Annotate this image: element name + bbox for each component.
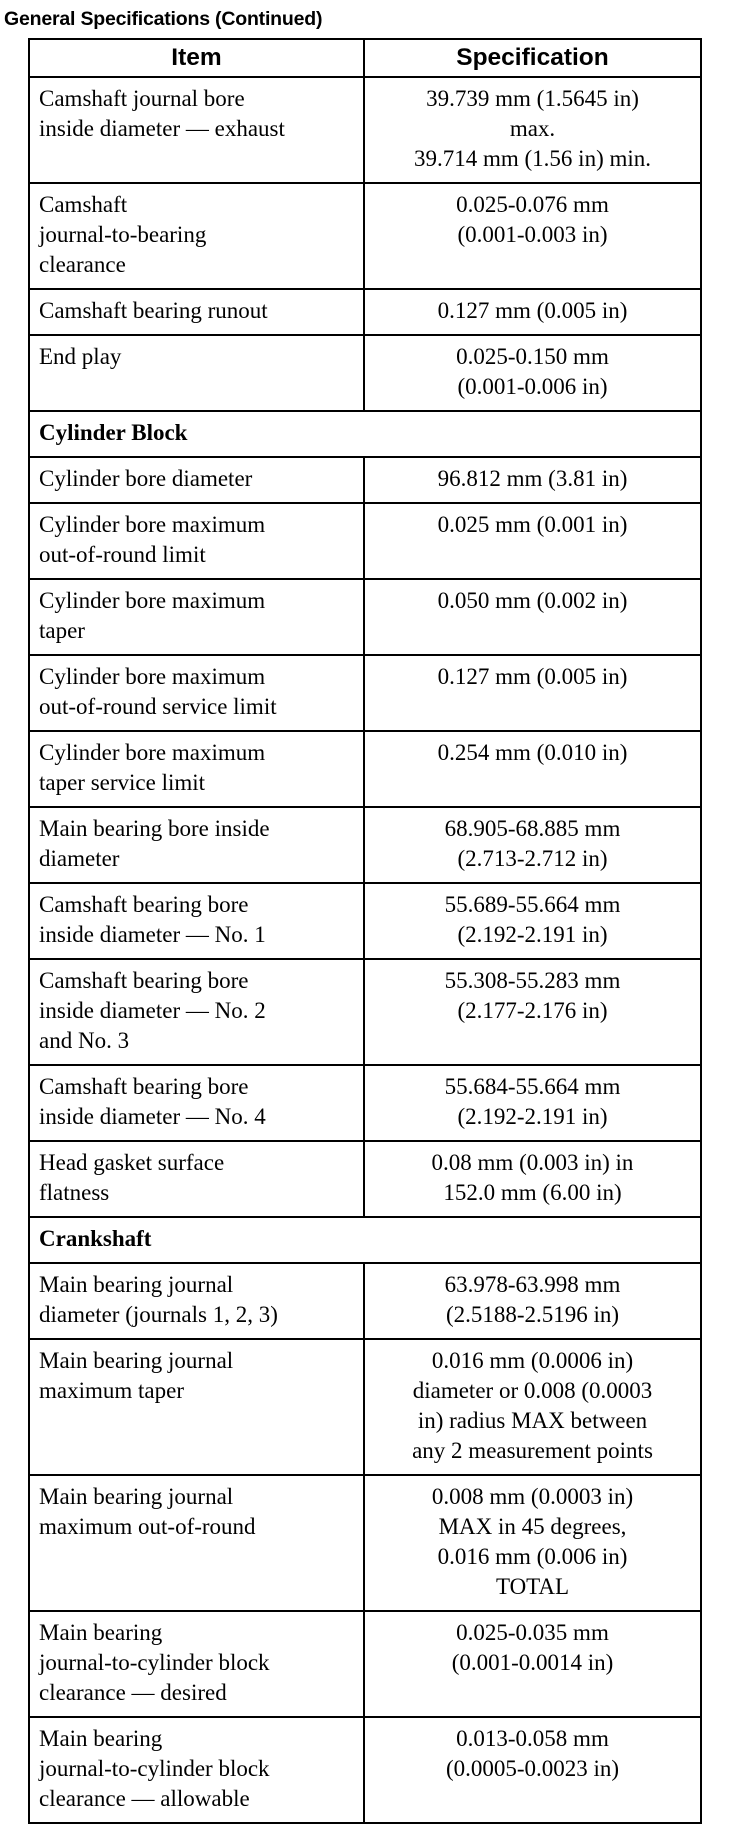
specification-text-line: 0.008 mm (0.0003 in) [431, 1484, 634, 1509]
item-cell [29, 1263, 364, 1339]
table-row [29, 1141, 701, 1217]
section-heading: Cylinder Block [29, 411, 701, 457]
specification-text-line: 68.905-68.885 mm [444, 816, 621, 841]
item-text-line: clearance — desired [39, 1680, 227, 1705]
item-cell [29, 731, 364, 807]
item-text-line: diameter [39, 846, 120, 871]
specification-text-line: 0.025-0.035 mm [456, 1620, 609, 1645]
item-cell [29, 1339, 364, 1475]
item-text-line: Main bearing journal [39, 1348, 234, 1373]
specification-cell [364, 1065, 701, 1141]
specification-cell [364, 183, 701, 289]
item-text-line: Cylinder bore maximum [39, 740, 266, 765]
specification-text-line: 0.013-0.058 mm [456, 1726, 609, 1751]
specification-text-line: 55.684-55.664 mm [444, 1074, 621, 1099]
item-column-header: Item [29, 39, 364, 77]
specification-text-line: (2.713-2.712 in) [457, 846, 608, 871]
item-cell [29, 579, 364, 655]
item-text-line: inside diameter — exhaust [39, 116, 285, 141]
item-text-line: diameter (journals 1, 2, 3) [39, 1302, 278, 1327]
item-cell [29, 655, 364, 731]
item-cell [29, 77, 364, 183]
item-cell [29, 457, 364, 503]
specification-text-line: 55.689-55.664 mm [444, 892, 621, 917]
specification-cell [364, 1611, 701, 1717]
specification-text-line: 96.812 mm (3.81 in) [437, 466, 628, 491]
item-text-line: maximum out-of-round [39, 1514, 256, 1539]
item-text-line: Camshaft bearing bore [39, 892, 249, 917]
specification-cell [364, 77, 701, 183]
specification-text-line: 0.050 mm (0.002 in) [437, 588, 628, 613]
specification-cell [364, 1475, 701, 1611]
item-text-line: Camshaft [39, 192, 128, 217]
table-row [29, 1339, 701, 1475]
item-cell [29, 335, 364, 411]
specification-text-line: 39.739 mm (1.5645 in) [426, 86, 639, 111]
table-row [29, 579, 701, 655]
specification-cell [364, 579, 701, 655]
specification-text-line: in) radius MAX between [417, 1408, 648, 1433]
section-heading: Crankshaft [29, 1217, 701, 1263]
specification-text-line: 55.308-55.283 mm [444, 968, 621, 993]
item-cell [29, 183, 364, 289]
specification-text-line: 0.025-0.076 mm [456, 192, 609, 217]
specification-cell [364, 1339, 701, 1475]
table-row [29, 655, 701, 731]
specification-text-line: any 2 measurement points [412, 1438, 653, 1463]
specification-text-line: (0.001-0.003 in) [457, 222, 608, 247]
item-text-line: Cylinder bore maximum [39, 664, 266, 689]
specification-cell [364, 503, 701, 579]
table-row [29, 77, 701, 183]
specification-text-line: 0.025 mm (0.001 in) [437, 512, 628, 537]
specification-text-line: (2.192-2.191 in) [457, 922, 608, 947]
specification-text-line: (0.0005-0.0023 in) [445, 1756, 620, 1781]
item-text-line: Cylinder bore maximum [39, 512, 266, 537]
specification-text-line: 0.127 mm (0.005 in) [437, 298, 628, 323]
specification-text-line: 0.016 mm (0.006 in) [437, 1544, 628, 1569]
specification-text-line: 0.025-0.150 mm [456, 344, 609, 369]
specification-cell [364, 655, 701, 731]
item-cell [29, 807, 364, 883]
specification-text-line: 152.0 mm (6.00 in) [443, 1180, 622, 1205]
item-text-line: out-of-round limit [39, 542, 206, 567]
specification-cell [364, 457, 701, 503]
item-text-line: maximum taper [39, 1378, 184, 1403]
table-row [29, 883, 701, 959]
table-row [29, 731, 701, 807]
item-text-line: flatness [39, 1180, 110, 1205]
table-caption: General Specifications (Continued) [4, 8, 323, 30]
item-text-line: journal-to-cylinder block [39, 1650, 270, 1675]
table-row [29, 1717, 701, 1823]
specification-cell [364, 1141, 701, 1217]
specification-cell [364, 1263, 701, 1339]
item-text-line: Main bearing journal [39, 1272, 234, 1297]
item-text-line: Camshaft bearing bore [39, 1074, 249, 1099]
table-row [29, 183, 701, 289]
specifications-table [28, 38, 702, 1824]
item-text-line: clearance [39, 252, 126, 277]
item-cell [29, 1717, 364, 1823]
specification-cell [364, 1717, 701, 1823]
item-text-line: taper [39, 618, 85, 643]
specification-text-line: diameter or 0.008 (0.0003 [412, 1378, 653, 1403]
item-text-line: journal-to-bearing [39, 222, 207, 247]
specification-text-line: (0.001-0.006 in) [457, 374, 608, 399]
header-row [29, 39, 701, 77]
specification-text-line: MAX in 45 degrees, [438, 1514, 627, 1539]
table-row [29, 503, 701, 579]
table-row [29, 335, 701, 411]
specification-cell [364, 731, 701, 807]
table-row [29, 1263, 701, 1339]
item-cell [29, 1065, 364, 1141]
item-text-line: Main bearing journal [39, 1484, 234, 1509]
item-text-line: Camshaft bearing bore [39, 968, 249, 993]
item-text-line: inside diameter — No. 4 [39, 1104, 266, 1129]
item-text-line: Main bearing [39, 1726, 163, 1751]
item-cell [29, 959, 364, 1065]
item-cell [29, 289, 364, 335]
item-text-line: Camshaft journal bore [39, 86, 245, 111]
specification-text-line: 0.016 mm (0.0006 in) [431, 1348, 634, 1373]
item-cell [29, 1475, 364, 1611]
item-text-line: and No. 3 [39, 1028, 130, 1053]
table-row [29, 959, 701, 1065]
specification-text-line: (2.177-2.176 in) [457, 998, 608, 1023]
table-row [29, 1475, 701, 1611]
item-cell [29, 503, 364, 579]
specification-text-line: (0.001-0.0014 in) [451, 1650, 614, 1675]
item-text-line: journal-to-cylinder block [39, 1756, 270, 1781]
specification-text-line: TOTAL [495, 1574, 570, 1599]
item-text-line: inside diameter — No. 2 [39, 998, 266, 1023]
specification-text-line: (2.192-2.191 in) [457, 1104, 608, 1129]
item-text-line: taper service limit [39, 770, 206, 795]
item-cell [29, 883, 364, 959]
specification-cell [364, 335, 701, 411]
table-row [29, 1065, 701, 1141]
specification-column-header: Specification [364, 39, 701, 77]
specifications-body [29, 77, 701, 1823]
item-cell [29, 1141, 364, 1217]
specification-cell [364, 289, 701, 335]
item-text-line: Cylinder bore maximum [39, 588, 266, 613]
specification-text-line: 63.978-63.998 mm [444, 1272, 621, 1297]
item-cell [29, 1611, 364, 1717]
item-text-line: End play [39, 344, 122, 369]
specification-text-line: 0.127 mm (0.005 in) [437, 664, 628, 689]
specification-text-line: 39.714 mm (1.56 in) min. [413, 146, 652, 171]
specification-text-line: (2.5188-2.5196 in) [445, 1302, 620, 1327]
table-row [29, 289, 701, 335]
item-text-line: Main bearing bore inside [39, 816, 270, 841]
specification-cell [364, 959, 701, 1065]
item-text-line: Camshaft bearing runout [39, 298, 268, 323]
specification-cell [364, 807, 701, 883]
table-row [29, 1611, 701, 1717]
item-text-line: inside diameter — No. 1 [39, 922, 266, 947]
item-text-line: out-of-round service limit [39, 694, 277, 719]
specification-text-line: 0.08 mm (0.003 in) in [431, 1150, 634, 1175]
item-text-line: Main bearing [39, 1620, 163, 1645]
specification-text-line: 0.254 mm (0.010 in) [437, 740, 628, 765]
item-text-line: Cylinder bore diameter [39, 466, 253, 491]
section-row [29, 411, 701, 457]
section-row [29, 1217, 701, 1263]
specification-text-line: max. [509, 116, 556, 141]
item-text-line: Head gasket surface [39, 1150, 225, 1175]
item-text-line: clearance — allowable [39, 1786, 250, 1811]
table-row [29, 457, 701, 503]
specification-cell [364, 883, 701, 959]
table-row [29, 807, 701, 883]
